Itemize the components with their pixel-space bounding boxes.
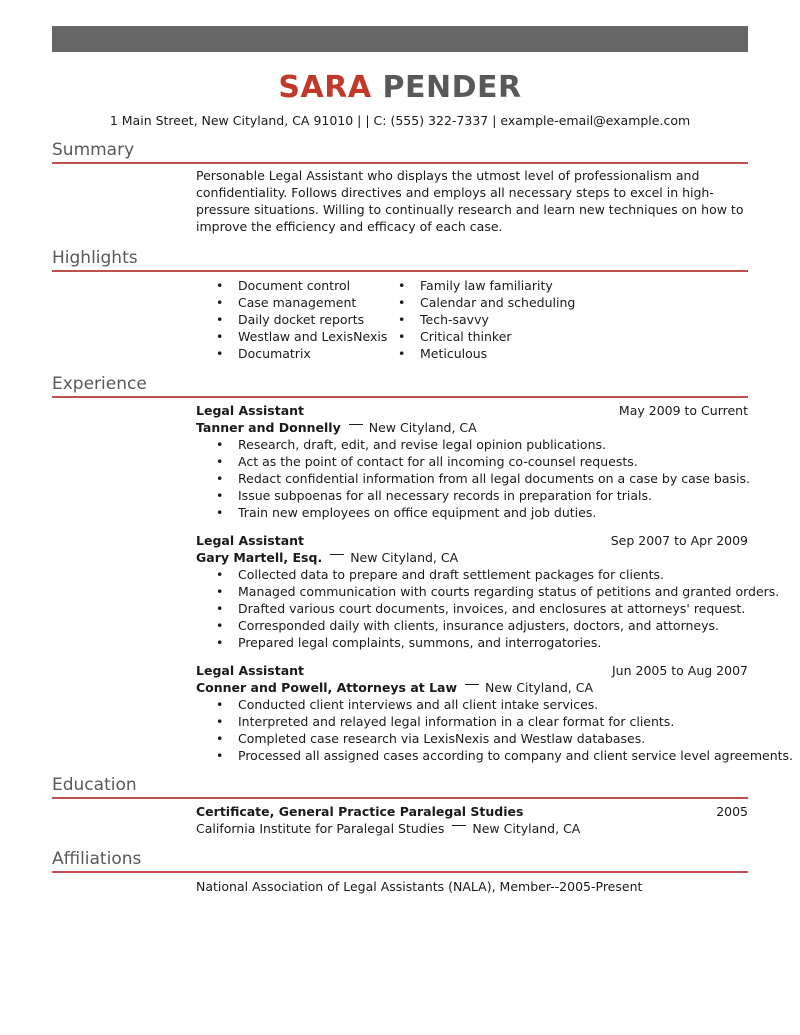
- job-header: [196, 532, 748, 549]
- list-item: • Collected data to prepare and draft settlement packages for clients.: [216, 567, 664, 582]
- bullet-icon: •: [216, 635, 224, 650]
- bullet-icon: •: [216, 748, 224, 763]
- bullet-icon: •: [216, 312, 224, 327]
- graduation-year: 2005: [716, 804, 748, 819]
- list-item: • Act as the point of contact for all incoming co-counsel requests.: [216, 454, 638, 469]
- job-header: [196, 402, 748, 419]
- header-bar: [52, 26, 748, 52]
- list-item: • Prepared legal complaints, summons, and interrogatories.: [216, 635, 602, 650]
- bullet-icon: •: [216, 731, 224, 746]
- bullet-icon: •: [216, 278, 224, 293]
- summary-text: Personable Legal Assistant who displays the utmost level of professionalism and confidentiality. Follows directives and employs all necessary steps to excel in high-pressure situations. Willing to continually research and learn new techniques on how to improve the efficiency and efficacy of each case.: [196, 168, 744, 234]
- resume-name: [0, 70, 800, 105]
- bullet-icon: •: [216, 697, 224, 712]
- list-item: • Redact confidential information from all legal documents on a case by case basis.: [216, 471, 750, 486]
- job-date: May 2009 to Current: [618, 403, 748, 418]
- company-location: New Cityland, CA: [350, 550, 459, 565]
- affiliations-block: [196, 878, 748, 895]
- company-location: New Cityland, CA: [485, 680, 593, 695]
- job-entry: [196, 532, 780, 651]
- bullet-icon: •: [216, 584, 224, 599]
- bullet-icon: •: [216, 714, 224, 729]
- list-item: • Research, draft, edit, and revise legal opinion publications.: [216, 437, 606, 452]
- bullet-icon: •: [216, 454, 224, 469]
- school-line: [196, 820, 748, 837]
- job-company-line: [196, 419, 748, 436]
- section-title-experience: Experience: [52, 374, 147, 394]
- company-name: Conner and Powell, Attorneys at Law: [196, 680, 458, 695]
- list-item: • Case management: [216, 295, 357, 310]
- summary-block: [196, 167, 748, 235]
- list-item: • Tech-savvy: [398, 312, 489, 327]
- bullet-icon: •: [216, 437, 224, 452]
- section-divider: [52, 797, 748, 799]
- last-name: PENDER: [382, 70, 522, 105]
- section-title-affiliations: Affiliations: [52, 849, 142, 869]
- job-date: Jun 2005 to Aug 2007: [611, 663, 748, 678]
- list-item: • Issue subpoenas for all necessary records in preparation for trials.: [216, 488, 652, 503]
- list-item: • Critical thinker: [398, 329, 512, 344]
- section-divider: [52, 270, 748, 272]
- job-company-line: [196, 679, 748, 696]
- list-item: • Daily docket reports: [216, 312, 365, 327]
- bullet-icon: •: [216, 329, 224, 344]
- bullet-icon: •: [398, 295, 406, 310]
- first-name: SARA: [278, 70, 372, 105]
- degree: Certificate, General Practice Paralegal Studies: [196, 804, 524, 819]
- contact-line: 1 Main Street, New Cityland, CA 91010 | | C: (555) 322-7337 | example-email@example.com: [109, 113, 691, 128]
- bullet-icon: •: [216, 295, 224, 310]
- highlights-block: [196, 277, 748, 367]
- job-title: Legal Assistant: [196, 533, 305, 548]
- section-title-highlights: Highlights: [52, 248, 138, 268]
- affiliation-text: National Association of Legal Assistants (NALA), Member--2005-Present: [196, 879, 643, 894]
- list-item: • Westlaw and LexisNexis: [216, 329, 388, 344]
- highlights-column-2: [378, 277, 575, 362]
- bullet-icon: •: [398, 278, 406, 293]
- list-item: • Train new employees on office equipment and job duties.: [216, 505, 597, 520]
- list-item: • Documatrix: [216, 346, 311, 361]
- company-name: Tanner and Donnelly: [196, 420, 341, 435]
- bullet-icon: •: [398, 312, 406, 327]
- school-name: California Institute for Paralegal Studies: [196, 821, 445, 836]
- bullet-icon: •: [216, 618, 224, 633]
- job-company-line: [196, 549, 748, 566]
- bullet-icon: •: [216, 601, 224, 616]
- bullet-icon: •: [398, 346, 406, 361]
- bullet-icon: •: [216, 505, 224, 520]
- list-item: • Managed communication with courts regarding status of petitions and granted orders.: [216, 584, 780, 599]
- list-item: • Meticulous: [398, 346, 488, 361]
- job-title: Legal Assistant: [196, 403, 305, 418]
- section-title-education: Education: [52, 775, 137, 795]
- list-item: • Processed all assigned cases according to company and client service level agreements.: [216, 748, 794, 763]
- bullet-icon: •: [216, 471, 224, 486]
- dash-icon: [349, 424, 363, 425]
- education-block: [196, 803, 748, 839]
- duty-list: [196, 436, 748, 521]
- job-entry: [196, 402, 748, 521]
- job-title: Legal Assistant: [196, 663, 305, 678]
- bullet-icon: •: [398, 329, 406, 344]
- bullet-icon: •: [216, 567, 224, 582]
- section-divider: [52, 162, 748, 164]
- education-header: [196, 803, 748, 820]
- highlights-column-1: [196, 277, 387, 362]
- list-item: • Calendar and scheduling: [398, 295, 576, 310]
- section-title-summary: Summary: [52, 140, 135, 160]
- dash-icon: [452, 825, 466, 826]
- duty-list: [196, 566, 780, 651]
- school-location: New Cityland, CA: [472, 821, 581, 836]
- list-item: • Completed case research via LexisNexis and Westlaw databases.: [216, 731, 646, 746]
- list-item: • Drafted various court documents, invoices, and enclosures at attorneys' request.: [216, 601, 746, 616]
- dash-icon: [330, 554, 344, 555]
- list-item: • Document control: [216, 278, 351, 293]
- job-date: Sep 2007 to Apr 2009: [610, 533, 748, 548]
- list-item: • Conducted client interviews and all client intake services.: [216, 697, 599, 712]
- job-entry: [196, 662, 794, 764]
- bullet-icon: •: [216, 346, 224, 361]
- bullet-icon: •: [216, 488, 224, 503]
- company-location: New Cityland, CA: [368, 420, 477, 435]
- list-item: • Family law familiarity: [398, 278, 553, 293]
- job-header: [196, 662, 748, 679]
- experience-block: [196, 402, 794, 772]
- section-divider: [52, 871, 748, 873]
- duty-list: [196, 696, 794, 764]
- dash-icon: [465, 684, 479, 685]
- list-item: • Interpreted and relayed legal information in a clear format for clients.: [216, 714, 675, 729]
- section-divider: [52, 396, 748, 398]
- company-name: Gary Martell, Esq.: [196, 550, 323, 565]
- list-item: • Corresponded daily with clients, insurance adjusters, doctors, and attorneys.: [216, 618, 719, 633]
